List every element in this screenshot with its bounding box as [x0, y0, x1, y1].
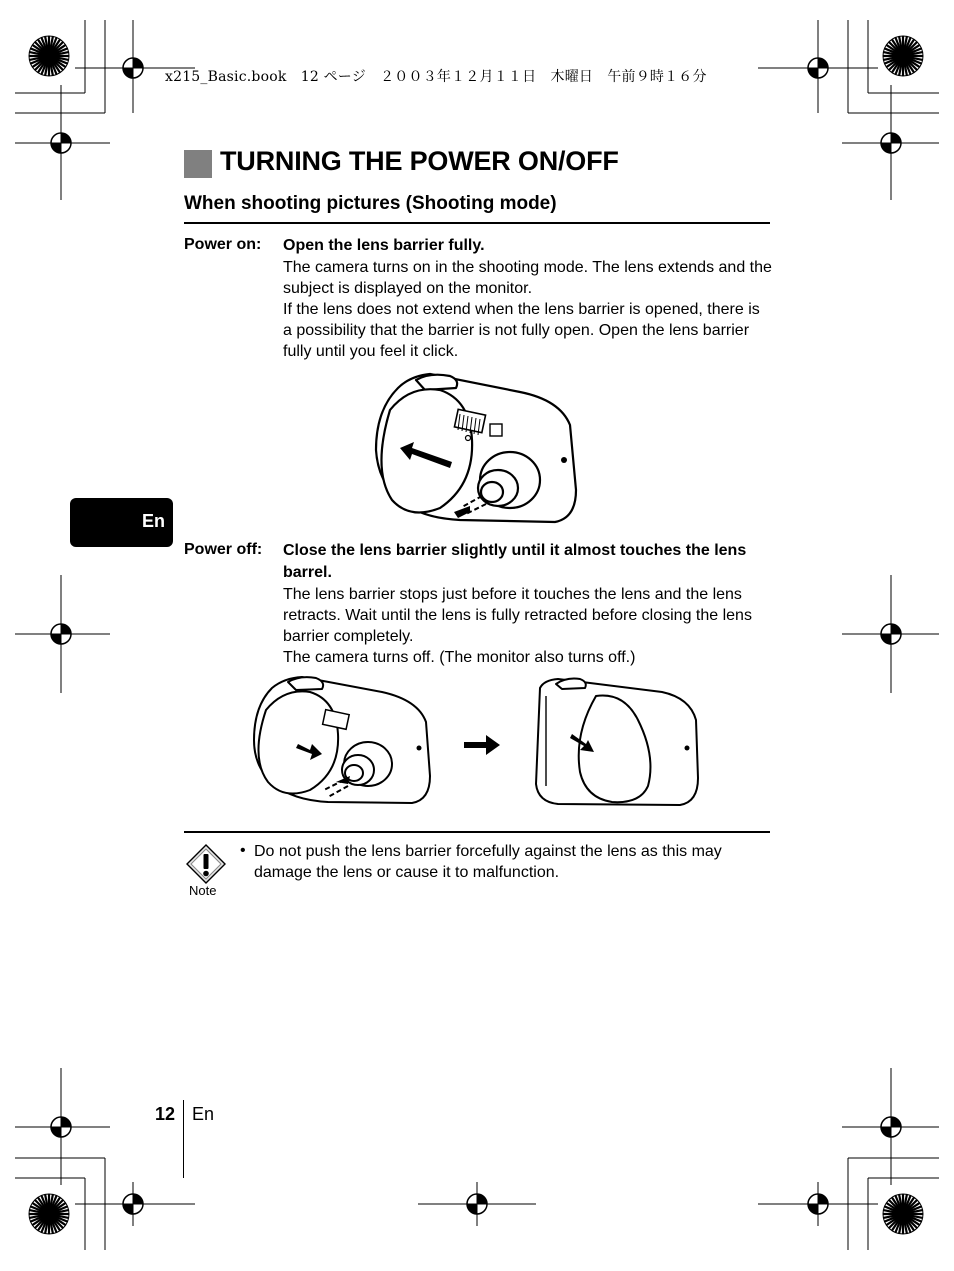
note-label: Note [189, 883, 217, 898]
title-marker-block [184, 150, 212, 178]
power-off-instruction: Close the lens barrier slightly until it almost touches the lens barrel. [283, 542, 747, 581]
footer-language: En [192, 1104, 215, 1124]
camera-closing-illustration [250, 674, 435, 812]
power-on-instruction: Open the lens barrier fully. [283, 237, 485, 254]
arrow-right-icon [462, 734, 502, 756]
language-tab [70, 498, 173, 547]
print-file-info: x215_Basic.book 12 ページ ２００３年１２月１１日 木曜日 午前９時１６分 [165, 69, 707, 85]
power-on-paragraph-2: If the lens does not extend when the lens barrier is opened, there is a possibility that the barrier is not fully open. Open the lens barrier fully until you feel it click. [283, 301, 760, 360]
power-on-content [283, 235, 773, 362]
note-text: Do not push the lens barrier forcefully against the lens as this may damage the lens or cause it to malfunction. [254, 843, 722, 881]
warning-diamond-icon [185, 843, 227, 885]
power-off-content [283, 540, 773, 668]
footer-divider [183, 1100, 184, 1178]
power-on-paragraph-1: The camera turns on in the shooting mode. The lens extends and the subject is displayed on the monitor. [283, 259, 772, 297]
page-title: TURNING THE POWER ON/OFF [220, 146, 619, 176]
note-rule [184, 831, 770, 833]
power-off-paragraph-1: The lens barrier stops just before it touches the lens and the lens retracts. Wait until the lens is fully retracted before closing the lens barrier completely. [283, 586, 752, 645]
power-off-paragraph-2: The camera turns off. (The monitor also turns off.) [283, 649, 636, 666]
camera-closed-illustration [530, 676, 702, 814]
section-subtitle: When shooting pictures (Shooting mode) [184, 193, 557, 214]
note-bullet: • [240, 842, 246, 859]
power-off-label: Power off: [184, 541, 263, 558]
subtitle-rule [184, 222, 770, 224]
language-tab-label: En [141, 511, 165, 531]
camera-open-illustration [370, 370, 585, 535]
page-number: 12 [155, 1104, 176, 1124]
power-on-label: Power on: [184, 236, 262, 253]
